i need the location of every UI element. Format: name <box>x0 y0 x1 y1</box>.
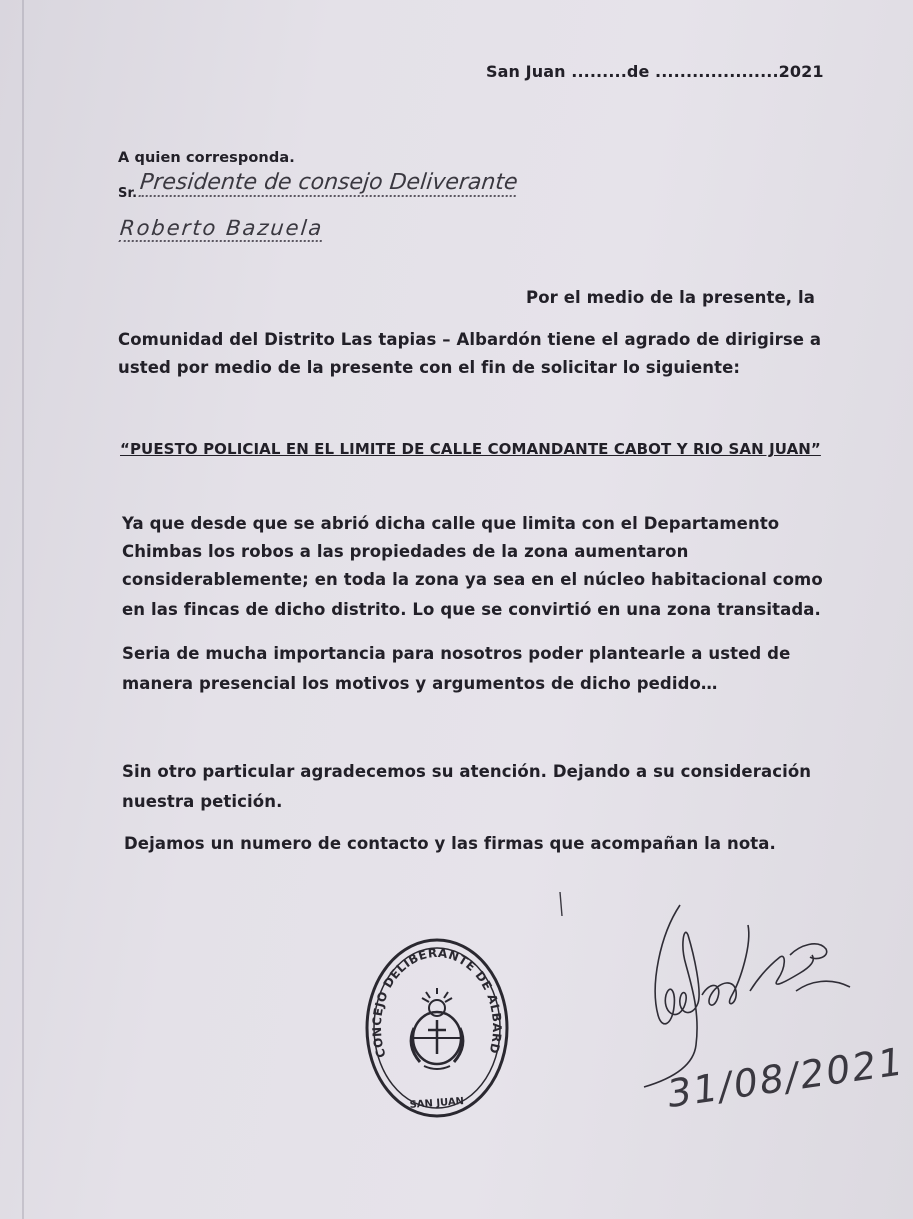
recipient-prefix: Sr. <box>118 186 138 201</box>
official-stamp <box>356 925 512 1126</box>
handwritten-recipient-name: Roberto Bazuela <box>118 216 325 240</box>
stamp-bottom-text: SAN JUAN <box>409 1096 465 1111</box>
intro-line-1: Por el medio de la presente, la <box>526 288 815 307</box>
para2-line-1: Seria de mucha importancia para nosotros poder plantearle a usted de <box>122 644 791 663</box>
date-line: San Juan .........de ....................2021 <box>486 62 824 81</box>
handwritten-recipient-title: Presidente de consejo Deliverante <box>138 170 519 195</box>
stray-mark <box>556 890 566 920</box>
handwritten-date: 31/08/2021 <box>666 1038 905 1117</box>
intro-line-3: usted por medio de la presente con el fin de solicitar lo siguiente: <box>118 358 741 377</box>
intro-line-2: Comunidad del Distrito Las tapias – Albardón tiene el agrado de dirigirse a <box>118 330 822 349</box>
para1-line-3: considerablemente; en toda la zona ya sea en el núcleo habitacional como <box>122 570 823 589</box>
request-title: “PUESTO POLICIAL EN EL LIMITE DE CALLE COMANDANTE CABOT Y RIO SAN JUAN” <box>120 440 821 458</box>
closing-line-1: Sin otro particular agradecemos su atención. Dejando a su consideración <box>122 762 812 781</box>
closing-line-3: Dejamos un numero de contacto y las firmas que acompañan la nota. <box>124 834 776 853</box>
para1-line-1: Ya que desde que se abrió dicha calle que limita con el Departamento <box>122 514 780 533</box>
coat-of-arms-icon <box>411 988 463 1069</box>
salutation: A quien corresponda. <box>118 150 295 166</box>
paper-fold-line <box>22 0 24 1219</box>
para2-line-2: manera presencial los motivos y argumentos de dicho pedido… <box>122 674 718 693</box>
svg-text:CONCEJO DELIBERANTE DE ALBARDO <box>357 925 504 1059</box>
para1-line-2: Chimbas los robos a las propiedades de la zona aumentaron <box>122 542 689 561</box>
closing-line-2: nuestra petición. <box>122 792 283 811</box>
para1-line-4: en las fincas de dicho distrito. Lo que se convirtió en una zona transitada. <box>122 600 821 619</box>
stamp-text: CONCEJO DELIBERANTE DE ALBARDON <box>356 925 505 1060</box>
